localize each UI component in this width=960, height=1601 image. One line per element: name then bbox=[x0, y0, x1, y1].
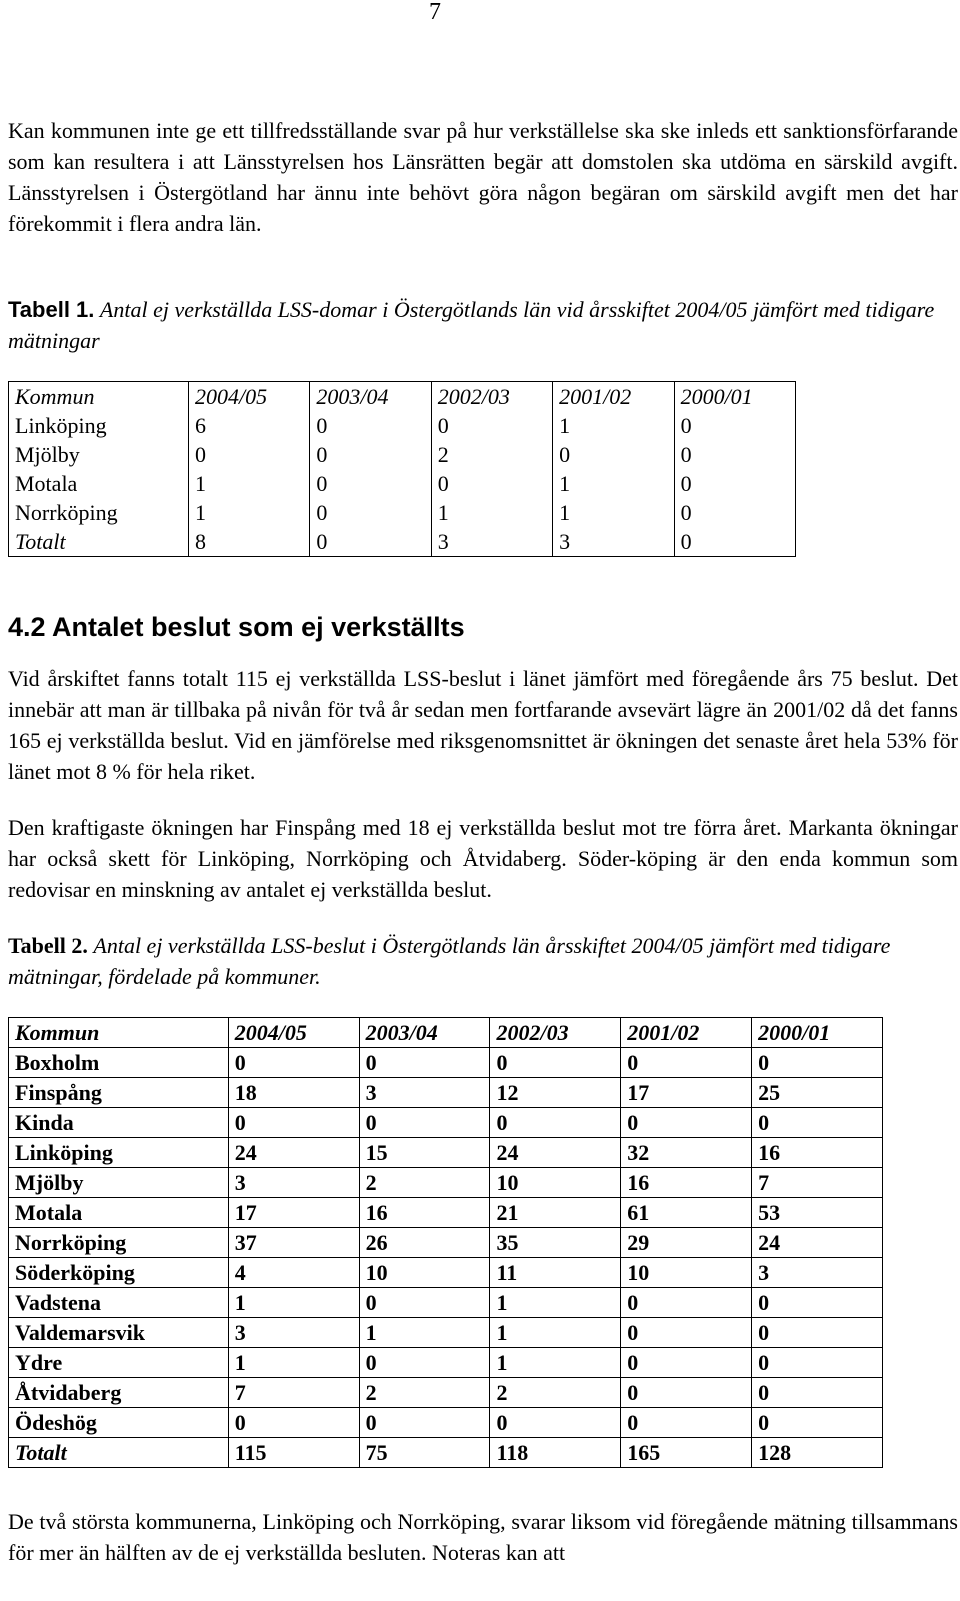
value-cell: 1 bbox=[189, 469, 310, 498]
value-cell: 0 bbox=[228, 1408, 359, 1438]
row-label-cell: Söderköping bbox=[9, 1258, 229, 1288]
value-cell: 17 bbox=[228, 1198, 359, 1228]
value-cell: 0 bbox=[310, 411, 431, 440]
value-cell: 3 bbox=[228, 1318, 359, 1348]
value-cell: 0 bbox=[359, 1288, 490, 1318]
row-label-cell: Motala bbox=[9, 469, 189, 498]
value-cell: 0 bbox=[752, 1288, 883, 1318]
value-cell: 3 bbox=[359, 1078, 490, 1108]
value-cell: 2002/03 bbox=[490, 1018, 621, 1048]
value-cell: 3 bbox=[752, 1258, 883, 1288]
value-cell: 12 bbox=[490, 1078, 621, 1108]
value-cell: 0 bbox=[553, 440, 674, 469]
row-label-cell: Finspång bbox=[9, 1078, 229, 1108]
value-cell: 10 bbox=[359, 1258, 490, 1288]
table-row bbox=[9, 1288, 883, 1318]
value-cell: 1 bbox=[553, 469, 674, 498]
value-cell: 11 bbox=[490, 1258, 621, 1288]
value-cell: 0 bbox=[621, 1288, 752, 1318]
table1-caption-lead: Tabell 1. bbox=[8, 297, 95, 322]
row-label-cell: Totalt bbox=[9, 527, 189, 557]
value-cell: 2 bbox=[359, 1378, 490, 1408]
table2-caption-text: Antal ej verkställda LSS-beslut i Östergötlands län årsskiftet 2004/05 jämfört med tidigare mätningar, fördelade på kommuner. bbox=[8, 933, 891, 989]
value-cell: 115 bbox=[228, 1438, 359, 1468]
value-cell: 0 bbox=[621, 1378, 752, 1408]
value-cell: 16 bbox=[752, 1138, 883, 1168]
row-label-cell: Norrköping bbox=[9, 1228, 229, 1258]
table-row bbox=[9, 469, 796, 498]
value-cell: 2004/05 bbox=[189, 382, 310, 412]
value-cell: 18 bbox=[228, 1078, 359, 1108]
value-cell: 37 bbox=[228, 1228, 359, 1258]
value-cell: 0 bbox=[310, 469, 431, 498]
value-cell: 10 bbox=[490, 1168, 621, 1198]
value-cell: 0 bbox=[359, 1408, 490, 1438]
table-row bbox=[9, 1228, 883, 1258]
table2-caption-lead: Tabell 2. bbox=[8, 933, 88, 958]
value-cell: 16 bbox=[359, 1198, 490, 1228]
row-label-cell: Totalt bbox=[9, 1438, 229, 1468]
row-label-cell: Norrköping bbox=[9, 498, 189, 527]
page-number: 7 bbox=[429, 0, 441, 25]
table-row bbox=[9, 1258, 883, 1288]
table-row bbox=[9, 411, 796, 440]
value-cell: 118 bbox=[490, 1438, 621, 1468]
value-cell: 2 bbox=[431, 440, 552, 469]
value-cell: 0 bbox=[621, 1408, 752, 1438]
paragraph-largest: De två största kommunerna, Linköping och Norrköping, svarar liksom vid föregående mätning tillsammans för mer än hälften av de ej verkställda besluten. Noteras kan att bbox=[8, 1509, 958, 1565]
table-row bbox=[9, 1378, 883, 1408]
row-label-cell: Vadstena bbox=[9, 1288, 229, 1318]
value-cell: 0 bbox=[752, 1378, 883, 1408]
value-cell: 75 bbox=[359, 1438, 490, 1468]
value-cell: 61 bbox=[621, 1198, 752, 1228]
value-cell: 1 bbox=[359, 1318, 490, 1348]
table1-caption bbox=[8, 294, 948, 356]
row-label-cell: Åtvidaberg bbox=[9, 1378, 229, 1408]
value-cell: 1 bbox=[553, 498, 674, 527]
value-cell: 8 bbox=[189, 527, 310, 557]
value-cell: 0 bbox=[674, 411, 795, 440]
value-cell: 165 bbox=[621, 1438, 752, 1468]
paragraph-increase: Den kraftigaste ökningen har Finspång med 18 ej verkställda beslut mot tre förra året. Markanta ökningar har också skett för Linköping, Norrköping och Åtvidaberg. Söder-köping är den enda kommun som redovisar en minskning av antalet ej verkställda beslut. bbox=[8, 815, 958, 902]
value-cell: 0 bbox=[359, 1348, 490, 1378]
value-cell: 2001/02 bbox=[553, 382, 674, 412]
value-cell: 0 bbox=[674, 469, 795, 498]
table-row bbox=[9, 498, 796, 527]
value-cell: 0 bbox=[228, 1108, 359, 1138]
row-label-cell: Boxholm bbox=[9, 1048, 229, 1078]
value-cell: 1 bbox=[228, 1348, 359, 1378]
value-cell: 3 bbox=[431, 527, 552, 557]
value-cell: 1 bbox=[490, 1288, 621, 1318]
value-cell: 0 bbox=[490, 1048, 621, 1078]
value-cell: 0 bbox=[359, 1048, 490, 1078]
table2 bbox=[8, 1017, 883, 1468]
value-cell: 0 bbox=[752, 1108, 883, 1138]
value-cell: 0 bbox=[674, 498, 795, 527]
table-row bbox=[9, 1138, 883, 1168]
value-cell: 35 bbox=[490, 1228, 621, 1258]
paragraph-summary: Vid årskiftet fanns totalt 115 ej verkställda LSS-beslut i länet jämfört med föregående års 75 beslut. Det innebär att man är tillbaka på nivån för två år sedan men fortfarande avsevärt lägre än 2001/02 då det fanns 165 ej verkställda beslut. Vid en jämförelse med riksgenomsnittet är ökningen det senaste året hela 53% för länet mot 8 % för hela riket. bbox=[8, 666, 958, 784]
value-cell: 6 bbox=[189, 411, 310, 440]
table-total-row bbox=[9, 1438, 883, 1468]
table-header-row bbox=[9, 382, 796, 412]
value-cell: 7 bbox=[752, 1168, 883, 1198]
value-cell: 0 bbox=[431, 469, 552, 498]
table2-caption bbox=[8, 930, 948, 992]
row-label-cell: Kommun bbox=[9, 382, 189, 412]
table-row bbox=[9, 440, 796, 469]
value-cell: 29 bbox=[621, 1228, 752, 1258]
value-cell: 17 bbox=[621, 1078, 752, 1108]
table-header-row bbox=[9, 1018, 883, 1048]
value-cell: 0 bbox=[189, 440, 310, 469]
row-label-cell: Motala bbox=[9, 1198, 229, 1228]
table-row bbox=[9, 1108, 883, 1138]
value-cell: 0 bbox=[752, 1408, 883, 1438]
row-label-cell: Kommun bbox=[9, 1018, 229, 1048]
section-heading: 4.2 Antalet beslut som ej verkställts bbox=[8, 612, 465, 642]
value-cell: 0 bbox=[674, 440, 795, 469]
value-cell: 0 bbox=[490, 1108, 621, 1138]
value-cell: 0 bbox=[310, 527, 431, 557]
value-cell: 1 bbox=[228, 1288, 359, 1318]
value-cell: 1 bbox=[431, 498, 552, 527]
value-cell: 3 bbox=[553, 527, 674, 557]
value-cell: 26 bbox=[359, 1228, 490, 1258]
value-cell: 2000/01 bbox=[752, 1018, 883, 1048]
value-cell: 16 bbox=[621, 1168, 752, 1198]
value-cell: 53 bbox=[752, 1198, 883, 1228]
table-total-row bbox=[9, 527, 796, 557]
value-cell: 2001/02 bbox=[621, 1018, 752, 1048]
row-label-cell: Linköping bbox=[9, 1138, 229, 1168]
value-cell: 15 bbox=[359, 1138, 490, 1168]
paragraph-sanction: Kan kommunen inte ge ett tillfredsställande svar på hur verkställelse ska ske inleds ett sanktionsförfarande som kan resultera i att Länsstyrelsen hos Länsrätten begär att domstolen ska utdöma en särskild avgift. Länsstyrelsen i Östergötland har ännu inte behövt göra någon begäran om särskild avgift men det har förekommit i flera andra län. bbox=[8, 118, 958, 236]
value-cell: 0 bbox=[752, 1348, 883, 1378]
value-cell: 0 bbox=[310, 498, 431, 527]
value-cell: 0 bbox=[752, 1318, 883, 1348]
value-cell: 128 bbox=[752, 1438, 883, 1468]
value-cell: 0 bbox=[359, 1108, 490, 1138]
table-row bbox=[9, 1408, 883, 1438]
row-label-cell: Valdemarsvik bbox=[9, 1318, 229, 1348]
value-cell: 2003/04 bbox=[359, 1018, 490, 1048]
table1-caption-text: Antal ej verkställda LSS-domar i Östergötlands län vid årsskiftet 2004/05 jämfört med tidigare mätningar bbox=[8, 297, 935, 353]
row-label-cell: Mjölby bbox=[9, 440, 189, 469]
value-cell: 0 bbox=[310, 440, 431, 469]
value-cell: 7 bbox=[228, 1378, 359, 1408]
value-cell: 2003/04 bbox=[310, 382, 431, 412]
value-cell: 0 bbox=[621, 1318, 752, 1348]
value-cell: 24 bbox=[490, 1138, 621, 1168]
value-cell: 1 bbox=[490, 1318, 621, 1348]
value-cell: 1 bbox=[189, 498, 310, 527]
row-label-cell: Kinda bbox=[9, 1108, 229, 1138]
table-row bbox=[9, 1048, 883, 1078]
value-cell: 0 bbox=[431, 411, 552, 440]
value-cell: 0 bbox=[490, 1408, 621, 1438]
table-row bbox=[9, 1348, 883, 1378]
value-cell: 0 bbox=[674, 527, 795, 557]
table-row bbox=[9, 1168, 883, 1198]
value-cell: 2 bbox=[490, 1378, 621, 1408]
value-cell: 0 bbox=[752, 1048, 883, 1078]
value-cell: 10 bbox=[621, 1258, 752, 1288]
value-cell: 0 bbox=[621, 1048, 752, 1078]
value-cell: 0 bbox=[621, 1108, 752, 1138]
value-cell: 32 bbox=[621, 1138, 752, 1168]
value-cell: 25 bbox=[752, 1078, 883, 1108]
table-row bbox=[9, 1078, 883, 1108]
table1 bbox=[8, 381, 796, 557]
value-cell: 24 bbox=[752, 1228, 883, 1258]
row-label-cell: Ydre bbox=[9, 1348, 229, 1378]
value-cell: 1 bbox=[553, 411, 674, 440]
value-cell: 1 bbox=[490, 1348, 621, 1378]
value-cell: 0 bbox=[621, 1348, 752, 1378]
row-label-cell: Ödeshög bbox=[9, 1408, 229, 1438]
value-cell: 4 bbox=[228, 1258, 359, 1288]
value-cell: 3 bbox=[228, 1168, 359, 1198]
value-cell: 24 bbox=[228, 1138, 359, 1168]
value-cell: 2 bbox=[359, 1168, 490, 1198]
table-row bbox=[9, 1198, 883, 1228]
value-cell: 21 bbox=[490, 1198, 621, 1228]
row-label-cell: Mjölby bbox=[9, 1168, 229, 1198]
row-label-cell: Linköping bbox=[9, 411, 189, 440]
value-cell: 2002/03 bbox=[431, 382, 552, 412]
table-row bbox=[9, 1318, 883, 1348]
value-cell: 0 bbox=[228, 1048, 359, 1078]
value-cell: 2004/05 bbox=[228, 1018, 359, 1048]
value-cell: 2000/01 bbox=[674, 382, 795, 412]
